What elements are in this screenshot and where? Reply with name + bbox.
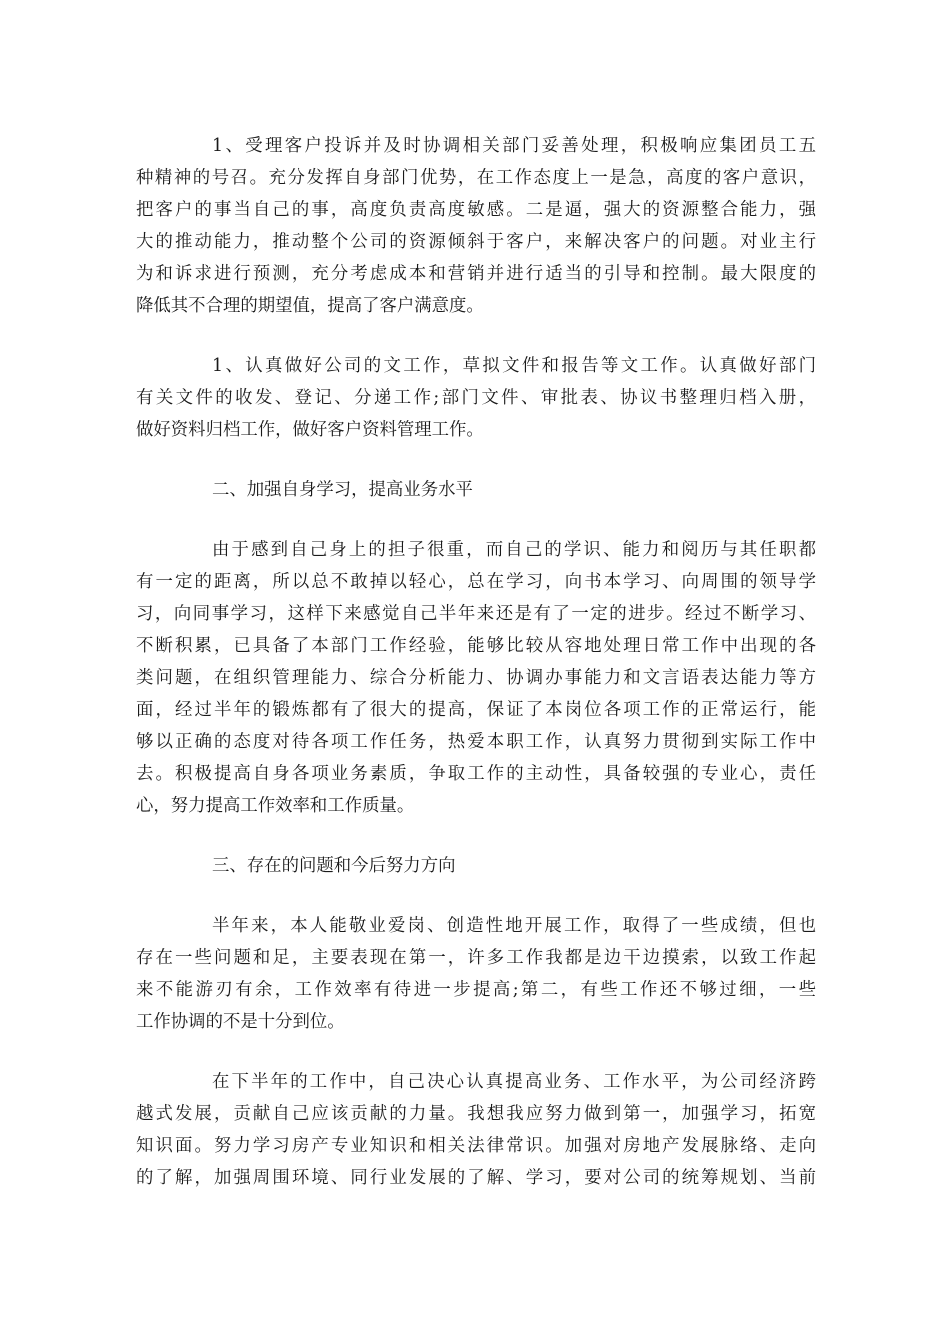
text-line: 1、认真做好公司的文工作，草拟文件和报告等文工作。认真做好部门 <box>212 356 816 376</box>
paragraph-complaint-handling <box>136 130 816 322</box>
text-line: 半年来，本人能敬业爱岗、创造性地开展工作，取得了一些成绩，但也 <box>212 916 816 936</box>
text-line: 的了解，加强周围环境、同行业发展的了解、学习，要对公司的统筹规划、当前 <box>136 1168 816 1188</box>
text-line: 由于感到自己身上的担子很重，而自己的学识、能力和阅历与其任职都 <box>212 540 816 560</box>
text-line: 有关文件的收发、登记、分递工作;部门文件、审批表、协议书整理归档入册， <box>136 388 816 408</box>
text-line: 不断积累，已具备了本部门工作经验，能够比较从容地处理日常工作中出现的各 <box>136 636 816 656</box>
paragraph-problems <box>136 910 816 1038</box>
text-line: 大的推动能力，推动整个公司的资源倾斜于客户，来解决客户的问题。对业主行 <box>136 232 816 252</box>
text-line: 够以正确的态度对待各项工作任务，热爱本职工作，认真努力贯彻到实际工作中 <box>136 732 816 752</box>
paragraph-future-plan <box>136 1066 816 1194</box>
section-heading-study: 二、加强自身学习，提高业务水平 <box>212 480 473 500</box>
section-heading-problems: 三、存在的问题和今后努力方向 <box>212 856 456 876</box>
text-line: 把客户的事当自己的事，高度负责高度敏感。二是逼，强大的资源整合能力，强 <box>136 200 816 220</box>
text-line: 心，努力提高工作效率和工作质量。 <box>136 796 415 816</box>
paragraph-study <box>136 534 816 822</box>
text-line: 在下半年的工作中，自己决心认真提高业务、工作水平，为公司经济跨 <box>212 1072 816 1092</box>
text-line: 类问题，在组织管理能力、综合分析能力、协调办事能力和文言语表达能力等方 <box>136 668 816 688</box>
text-line: 去。积极提高自身各项业务素质，争取工作的主动性，具备较强的专业心，责任 <box>136 764 816 784</box>
text-line: 降低其不合理的期望值，提高了客户满意度。 <box>136 296 484 316</box>
text-line: 来不能游刃有余，工作效率有待进一步提高;第二，有些工作还不够过细，一些 <box>136 980 816 1000</box>
text-line: 有一定的距离，所以总不敢掉以轻心，总在学习，向书本学习、向周围的领导学 <box>136 572 816 592</box>
text-line: 越式发展，贡献自己应该贡献的力量。我想我应努力做到第一，加强学习，拓宽 <box>136 1104 816 1124</box>
text-line: 存在一些问题和足，主要表现在第一，许多工作我都是边干边摸索，以致工作起 <box>136 948 816 968</box>
text-line: 习，向同事学习，这样下来感觉自己半年来还是有了一定的进步。经过不断学习、 <box>136 604 816 624</box>
text-line: 面，经过半年的锻炼都有了很大的提高，保证了本岗位各项工作的正常运行，能 <box>136 700 816 720</box>
document-page <box>136 130 816 1222</box>
text-line: 做好资料归档工作，做好客户资料管理工作。 <box>136 420 484 440</box>
text-line: 知识面。努力学习房产专业知识和相关法律常识。加强对房地产发展脉络、走向 <box>136 1136 816 1156</box>
paragraph-document-work <box>136 350 816 446</box>
text-line: 为和诉求进行预测，充分考虑成本和营销并进行适当的引导和控制。最大限度的 <box>136 264 816 284</box>
text-line: 1、受理客户投诉并及时协调相关部门妥善处理，积极响应集团员工五 <box>212 136 816 156</box>
text-line: 工作协调的不是十分到位。 <box>136 1012 345 1032</box>
text-line: 种精神的号召。充分发挥自身部门优势，在工作态度上一是急，高度的客户意识， <box>136 168 816 188</box>
